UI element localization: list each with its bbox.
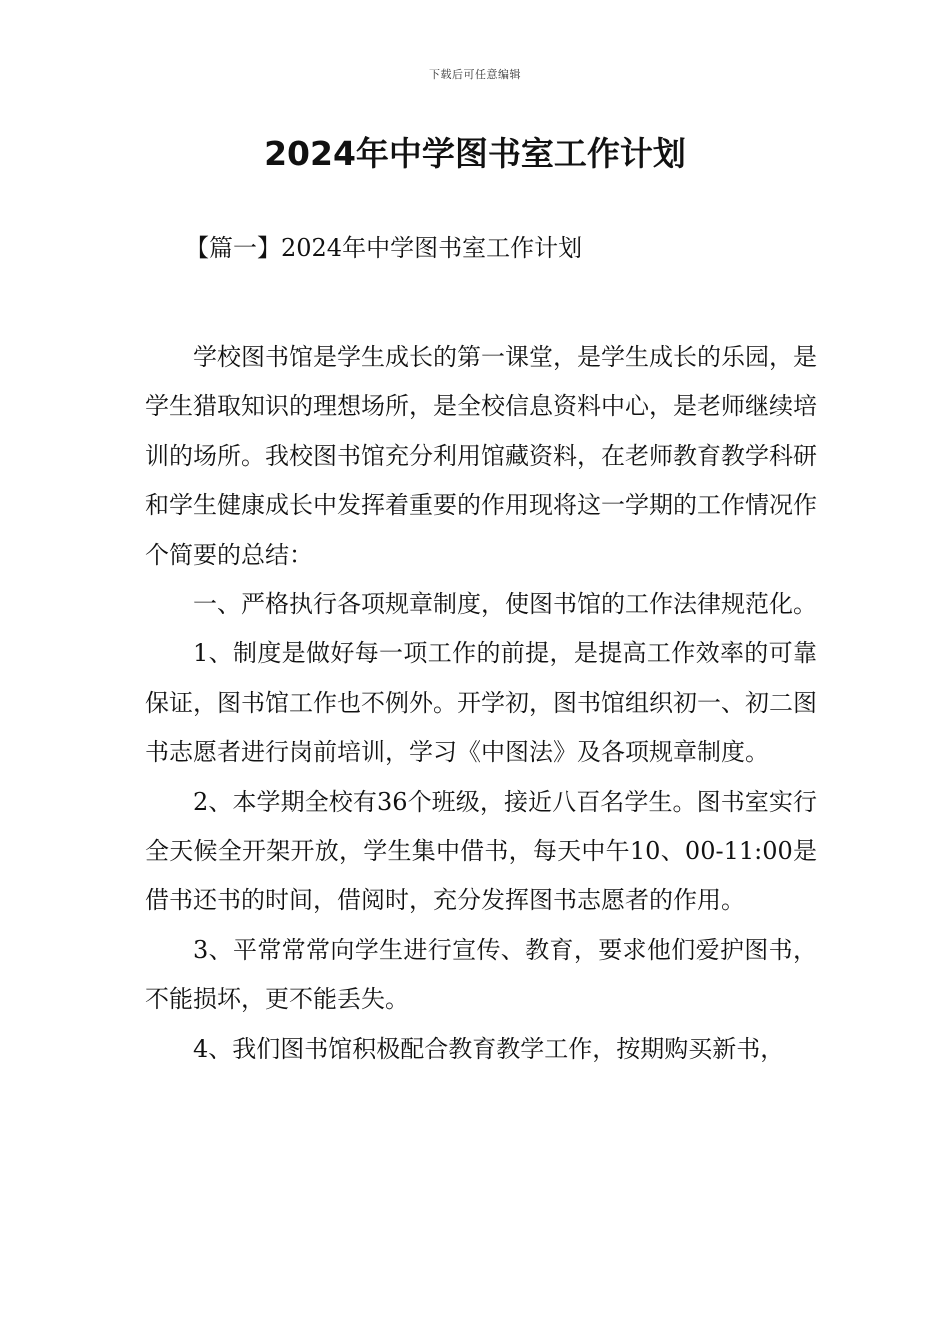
paragraph-intro: 学校图书馆是学生成长的第一课堂，是学生成长的乐园，是学生猎取知识的理想场所，是全校信息资料中心，是老师继续培训的场所。我校图书馆充分利用馆藏资料，在老师教育教学科研和学生健康成长中发挥着重要的作用现将这一学期的工作情况作个简要的总结：: [145, 343, 817, 569]
paragraph-item-2: 2、本学期全校有36个班级，接近八百名学生。图书室实行全天候全开架开放，学生集中借书，每天中午10、00-11:00是借书还书的时间，借阅时，充分发挥图书志愿者的作用。: [145, 787, 817, 915]
paragraph-item-3: 3、平常常常向学生进行宣传、教育，要求他们爱护图书，不能损坏，更不能丢失。: [145, 935, 817, 1014]
paragraph-item-1: 1、制度是做好每一项工作的前提，是提高工作效率的可靠保证，图书馆工作也不例外。开学初，图书馆组织初一、初二图书志愿者进行岗前培训，学习《中图法》及各项规章制度。: [145, 639, 817, 767]
header-note: 下载后可任意编辑: [429, 68, 521, 81]
section-subtitle: 【篇一】2024年中学图书室工作计划: [185, 234, 583, 262]
document-body: [145, 333, 817, 1074]
paragraph-section-one: 一、严格执行各项规章制度，使图书馆的工作法律规范化。: [193, 590, 817, 619]
document-title: 2024年中学图书室工作计划: [264, 134, 686, 173]
paragraph-item-4: 4、我们图书馆积极配合教育教学工作，按期购买新书，: [193, 1034, 785, 1063]
